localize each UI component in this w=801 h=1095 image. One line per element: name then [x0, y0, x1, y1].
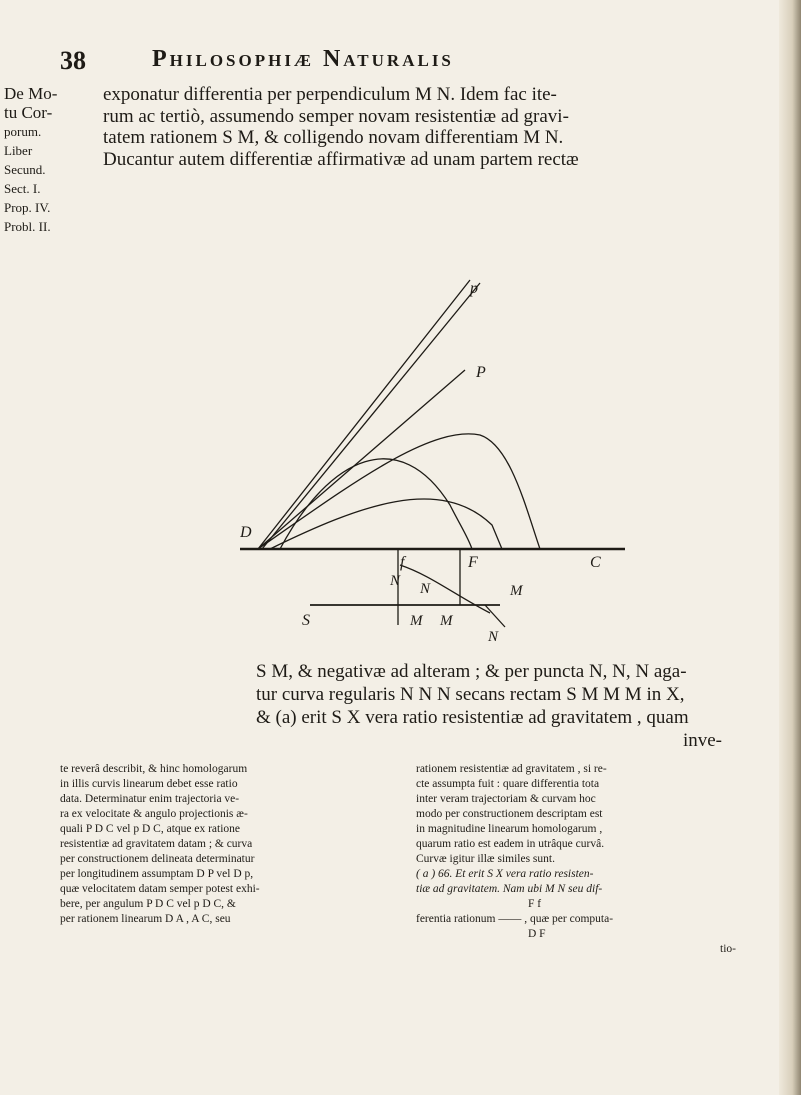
label-m2: M — [410, 613, 423, 629]
footnotes-right — [416, 762, 756, 957]
fraction-denominator: D F — [528, 928, 546, 940]
text-line: tur curva regularis N N N secans rectam S M M M in X, — [256, 684, 685, 705]
note-line: modo per constructionem descriptam est — [416, 808, 603, 820]
note-line: te reverâ describit, & hinc homologarum — [60, 763, 248, 775]
line-to-p — [258, 370, 465, 549]
page-edge — [779, 0, 801, 1095]
note-line: per rationem linearum D A , A C, seu — [60, 913, 231, 925]
catchword: tio- — [720, 943, 736, 955]
margin-line: Prop. IV. — [4, 200, 51, 215]
line-dp — [258, 280, 470, 549]
margin-line: tu Cor- — [4, 103, 53, 122]
label-p-right: P — [476, 364, 486, 381]
trajectory-curve — [280, 459, 472, 549]
trajectory-curve-lower — [270, 499, 502, 549]
label-n2: N — [420, 581, 431, 597]
note-line: quali P D C vel p D C, atque ex ratione — [60, 823, 241, 835]
label-s: S — [302, 612, 310, 629]
note-line: bere, per angulum P D C vel p D C, & — [60, 898, 236, 910]
margin-note — [4, 84, 78, 236]
label-p-top: p — [470, 280, 478, 297]
note-line: in magnitudine linearum homologarum , — [416, 823, 603, 835]
note-line: ( a ) 66. Et erit S X vera ratio resisten- — [416, 868, 594, 880]
body-text-top — [103, 84, 763, 170]
note-line: Curvæ igitur illæ similes sunt. — [416, 853, 555, 865]
label-d: D — [240, 524, 252, 541]
line-dp-inner — [262, 283, 480, 549]
margin-line: Sect. I. — [4, 181, 41, 196]
margin-line: Probl. II. — [4, 219, 51, 234]
label-n1: N — [390, 573, 401, 589]
text-line: Ducantur autem differentiæ affirmativæ ad unam partem rectæ — [103, 148, 579, 170]
note-line: ra ex velocitate & angulo projectionis æ- — [60, 808, 248, 820]
note-line: ferentia rationum —— , quæ per computa- — [416, 913, 614, 925]
catchword: inve- — [682, 730, 722, 751]
body-text-after — [56, 660, 762, 752]
footnotes-left — [60, 762, 395, 927]
note-line: per constructionem delineata determinatur — [60, 853, 255, 865]
label-m1: M — [510, 583, 523, 599]
geometric-figure — [240, 275, 630, 645]
note-line: resistentiæ ad gravitatem datam ; & curva — [60, 838, 253, 850]
text-line: & (a) erit S X vera ratio resistentiæ ad gravitatem , quam — [256, 707, 689, 728]
text-line: tatem rationem S M, & colligendo novam differentiam M N. — [103, 127, 564, 148]
label-f: f — [400, 554, 405, 571]
text-line: rum ac tertiò, assumendo semper novam resistentiæ ad gravi- — [103, 105, 569, 127]
label-c: C — [590, 554, 601, 571]
note-line: data. Determinatur enim trajectoria ve- — [60, 793, 240, 805]
note-line: rationem resistentiæ ad gravitatem , si re- — [416, 763, 607, 775]
label-n3: N — [488, 629, 499, 645]
page-header — [58, 46, 758, 86]
note-line: inter veram trajectoriam & curvam hoc — [416, 793, 596, 805]
text-line: exponatur differentia per perpendiculum M N. Idem fac ite- — [103, 84, 557, 105]
note-line: quarum ratio est eadem in utrâque curvâ. — [416, 838, 605, 850]
fraction-numerator: F f — [528, 898, 542, 910]
text-line: S M, & negativæ ad alteram ; & per puncta N, N, N aga- — [256, 661, 687, 682]
note-line: in illis curvis linearum debet esse ratio — [60, 778, 238, 790]
label-m3: M — [440, 613, 453, 629]
segment-mn — [485, 605, 505, 627]
margin-line: De Mo- — [4, 84, 58, 103]
margin-line: Liber — [4, 143, 33, 158]
note-line: per longitudinem assumptam D P vel D p, — [60, 868, 254, 880]
trajectory-curve-outer — [258, 434, 540, 549]
page-number: 38 — [60, 46, 86, 75]
note-line: cte assumpta fuit : quare differentia tota — [416, 778, 600, 790]
margin-line: Secund. — [4, 162, 46, 177]
running-title: Philosophiæ Naturalis — [152, 46, 454, 72]
label-f-cap: F — [468, 554, 478, 571]
note-line: quæ velocitatem datam semper potest exhi- — [60, 883, 260, 895]
margin-line: porum. — [4, 124, 42, 139]
note-line: tiæ ad gravitatem. Nam ubi M N seu dif- — [416, 883, 603, 895]
